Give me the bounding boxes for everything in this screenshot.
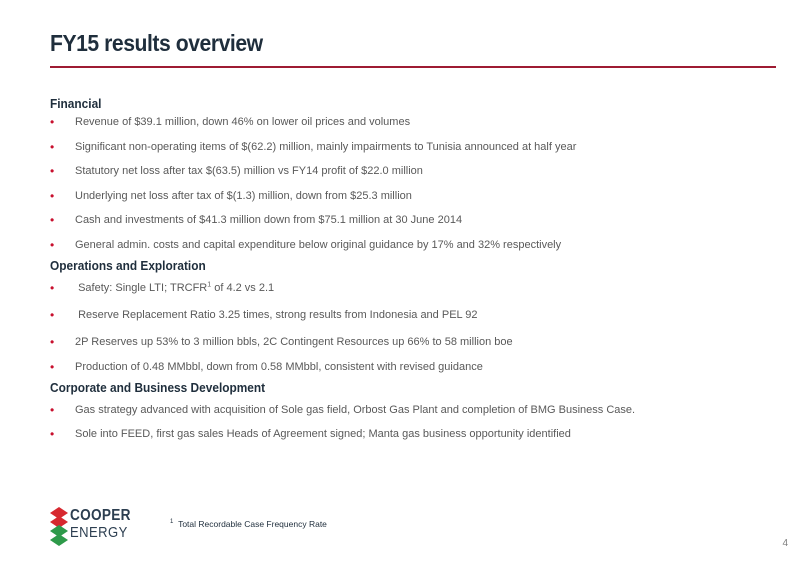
bullet-item (50, 358, 770, 379)
bullet-icon: • (50, 213, 55, 228)
footnote (170, 519, 327, 529)
bullet-text: Statutory net loss after tax $(63.5) million vs FY14 profit of $22.0 million (75, 165, 423, 178)
footnote-text: Total Recordable Case Frequency Rate (178, 519, 327, 529)
section-heading-corporate: Corporate and Business Development (50, 380, 266, 395)
bullet-text: Sole into FEED, first gas sales Heads of Agreement signed; Manta gas business opportunity identified (75, 428, 571, 441)
logo-mark-icon (50, 507, 68, 547)
cooper-energy-logo (50, 505, 140, 549)
slide-title: FY15 results overview (50, 30, 263, 56)
bullet-text: Cash and investments of $41.3 million down from $75.1 million at 30 June 2014 (75, 214, 463, 227)
footnote-reference: 1 (207, 281, 212, 289)
bullet-item (50, 187, 770, 212)
bullet-text: General admin. costs and capital expenditure below original guidance by 17% and 32% respectively (75, 238, 562, 251)
bullet-item (50, 306, 770, 333)
bullet-icon: • (50, 237, 55, 252)
section-heading-financial: Financial (50, 97, 102, 111)
bullet-item (50, 162, 770, 187)
bullet-text: Safety: Single LTI; TRCFR$^1$ of 4.2 vs 2.1 (78, 281, 275, 294)
bullet-item (50, 211, 770, 236)
title-underline (50, 66, 776, 68)
logo-text-energy: ENERGY (70, 525, 128, 541)
bullet-text: Revenue of $39.1 million, down 46% on lower oil prices and volumes (75, 116, 411, 128)
bullet-icon: • (50, 307, 55, 322)
bullet-text: Production of 0.48 MMbbl, down from 0.58 MMbbl, consistent with revised guidance (75, 360, 483, 373)
bullet-text: Gas strategy advanced with acquisition of Sole gas field, Orbost Gas Plant and completion of BMG Business Case. (75, 403, 636, 416)
slide-content (50, 95, 770, 450)
bullet-text: 2P Reserves up 53% to 3 million bbls, 2C Contingent Resources up 66% to 58 million boe (75, 335, 513, 348)
bullet-icon: • (50, 334, 55, 349)
bullet-item (50, 279, 770, 306)
bullet-icon: • (50, 427, 55, 442)
bullet-icon: • (50, 359, 55, 374)
bullet-icon: • (50, 402, 55, 417)
bullet-item (50, 236, 770, 257)
bullet-icon: • (50, 188, 55, 203)
bullet-item (50, 113, 770, 138)
bullet-item (50, 333, 770, 358)
bullet-icon: • (50, 139, 55, 154)
bullet-icon: • (50, 164, 55, 179)
bullet-item (50, 401, 770, 426)
bullet-icon: • (50, 280, 55, 295)
logo-text-cooper: COOPER (70, 507, 131, 524)
footnote-marker: 1 (170, 519, 174, 526)
section-heading-operations: Operations and Exploration (50, 258, 206, 273)
bullet-text: Underlying net loss after tax of $(1.3) million, down from $25.3 million (75, 189, 412, 202)
bullet-text: Reserve Replacement Ratio 3.25 times, strong results from Indonesia and PEL 92 (78, 308, 478, 321)
bullet-item (50, 425, 770, 450)
bullet-icon: • (50, 115, 55, 129)
page-number: 4 (782, 538, 788, 549)
bullet-item (50, 138, 770, 163)
bullet-text: Significant non-operating items of $(62.2) million, mainly impairments to Tunisia announced at half year (75, 140, 577, 153)
